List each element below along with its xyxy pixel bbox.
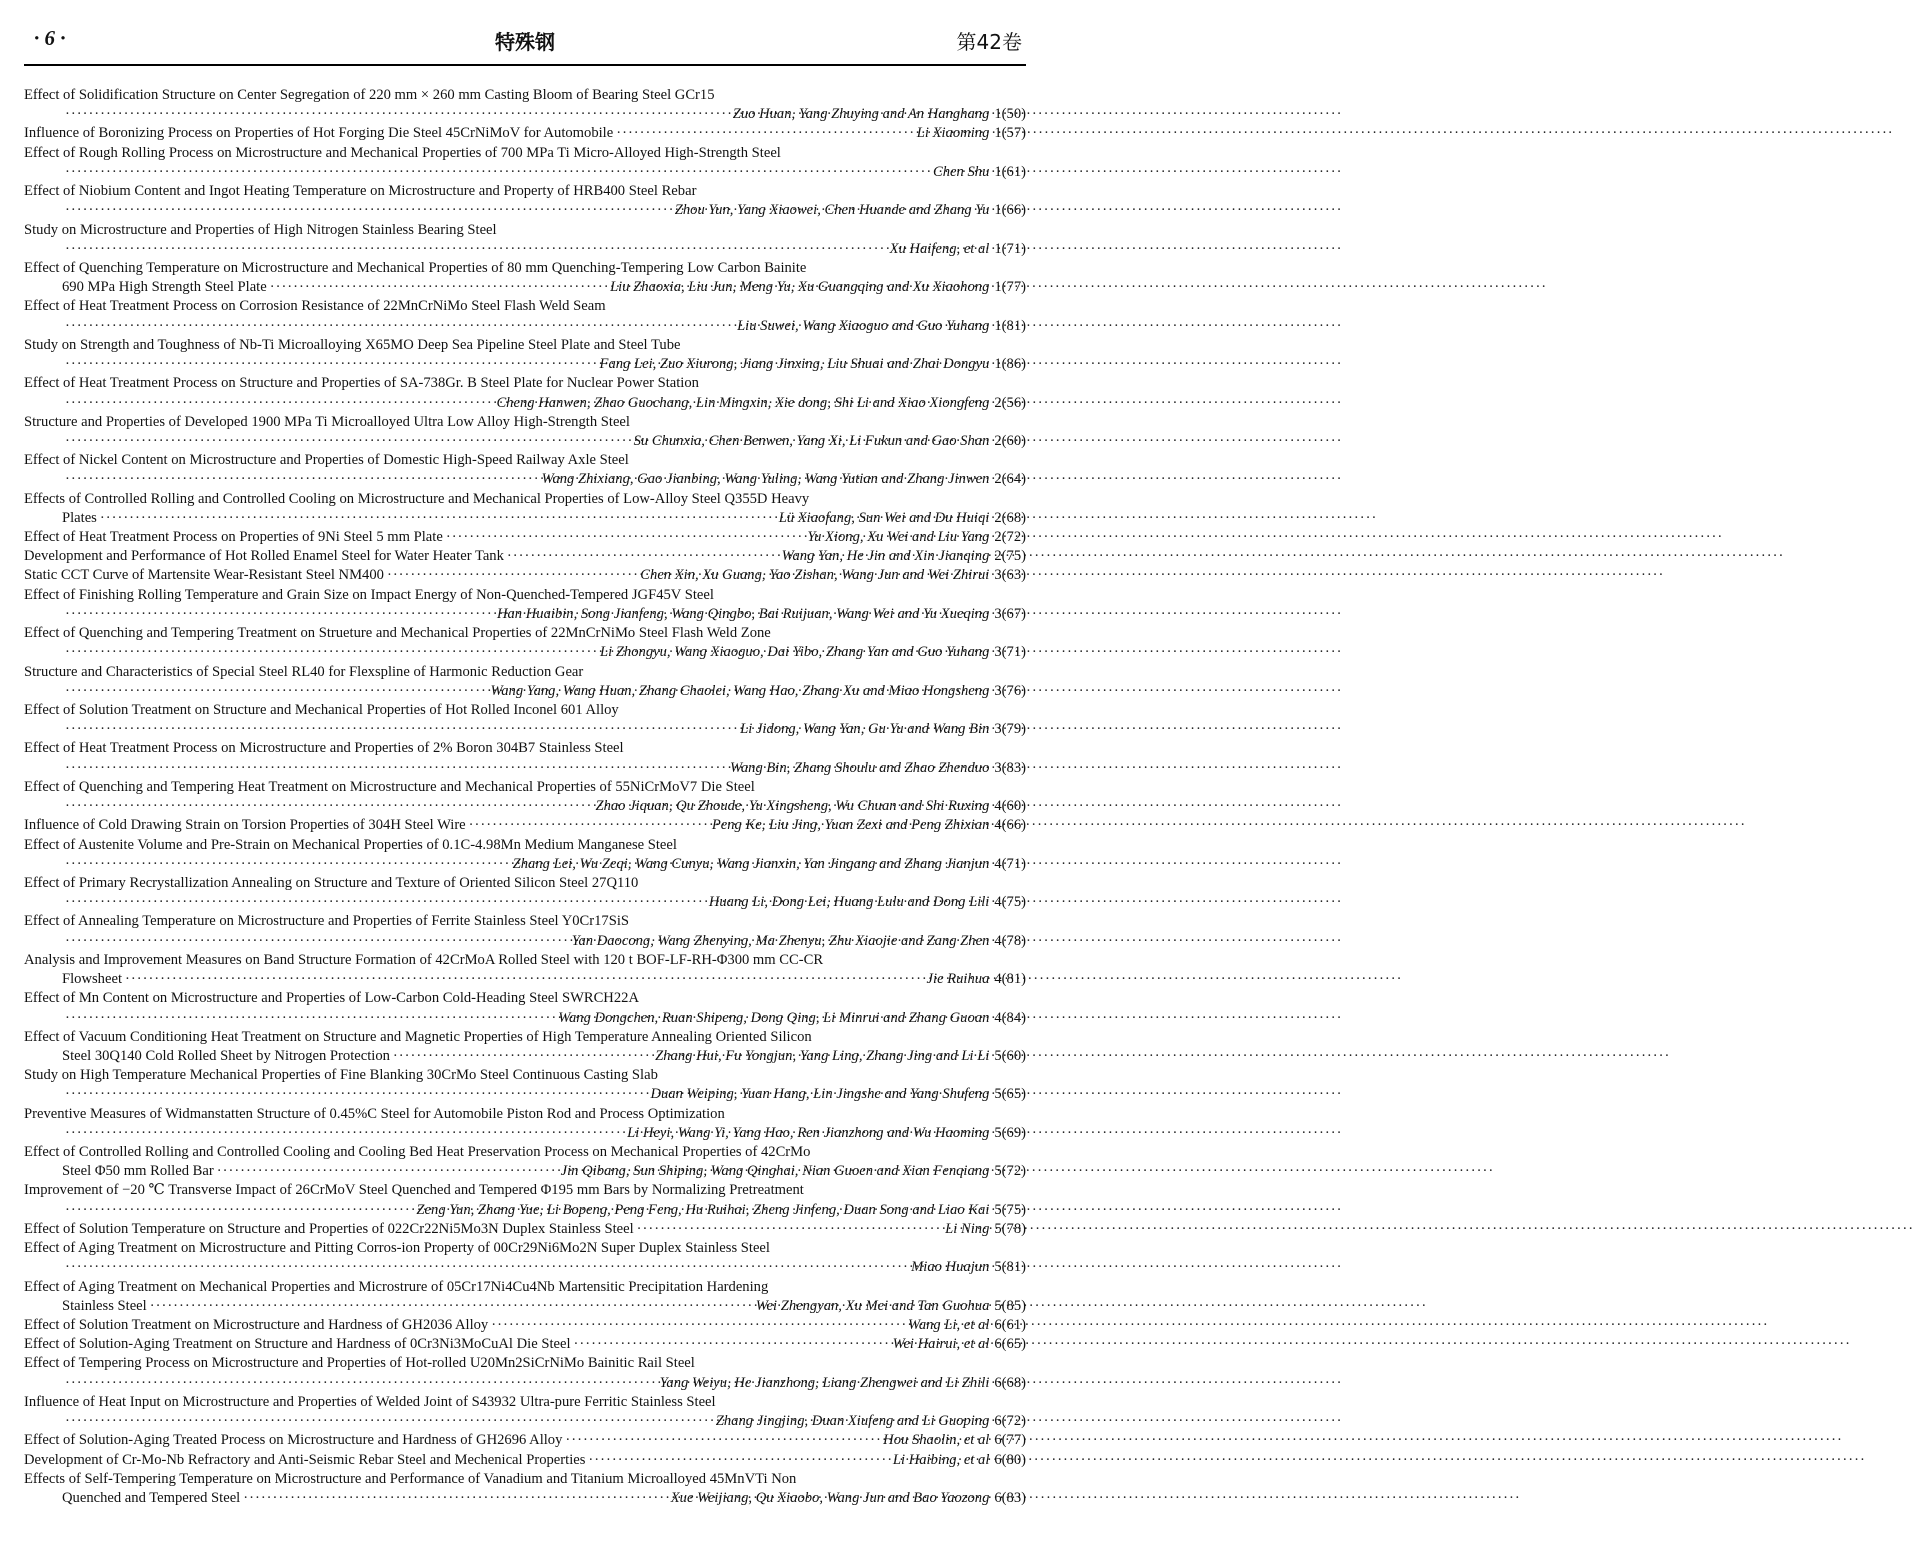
volume-label: 第42卷 — [956, 30, 1022, 54]
entry-issue-page: 4(78) — [994, 932, 1026, 949]
entry-title-lead: Influence of Cold Drawing Strain on Torsion Properties of 304H Steel Wire — [24, 817, 466, 834]
entry-title-line: Effect of Controlled Rolling and Controlled Cooling and Cooling Bed Heat Preservation Process on Mechanical Properties of 42CrMo — [24, 1144, 811, 1161]
entry-authors: Cheng Hanwen, Zhao Guochang, Lin Mingxin, Xie dong, Shi Li and Xiao Xiongfeng — [496, 394, 990, 411]
entry-authors: Zeng Yun, Zhang Yue, Li Bopeng, Peng Feng, Hu Ruihai, Zheng Jinfeng, Duan Song and Liao Kai — [416, 1201, 990, 1218]
entry-title-line: Effect of Mn Content on Microstructure and Properties of Low-Carbon Cold-Heading Steel SWRCH22A — [24, 990, 639, 1007]
entry-title-lead: 690 MPa High Strength Steel Plate — [62, 279, 267, 296]
entry-issue-page: 3(83) — [994, 759, 1026, 776]
entry-title-line: Effect of Austenite Volume and Pre-Strain on Mechanical Properties of 0.1C-4.98Mn Medium Manganese Steel — [24, 836, 677, 853]
toc-entry — [24, 624, 1026, 662]
entry-author-line — [24, 1451, 1026, 1470]
entry-issue-page: 3(79) — [994, 721, 1026, 738]
entry-title-line: Effect of Solution Treatment on Structure and Mechanical Properties of Hot Rolled Inconel 601 Alloy — [24, 702, 619, 718]
entry-issue-page: 2(68) — [994, 509, 1026, 526]
entry-issue-page: 4(81) — [994, 971, 1026, 988]
dot-leader — [65, 355, 597, 374]
entry-author-line — [24, 1047, 1026, 1066]
toc-entry — [24, 816, 1026, 835]
dot-leader — [65, 240, 887, 259]
entry-author-line — [24, 932, 1026, 951]
entry-issue-page: 2(75) — [994, 548, 1026, 565]
entry-issue-page: 1(71) — [994, 240, 1026, 257]
dot-leader — [100, 509, 776, 528]
entry-authors: Wang Zhixiang, Gao Jianbing, Wang Yuling, Wang Yutian and Zhang Jinwen — [541, 471, 990, 488]
toc-entry — [24, 144, 1026, 182]
entry-author-line — [24, 547, 1026, 566]
entry-authors: Wang Yan, He Jin and Xin Jianqing — [781, 548, 990, 565]
entry-title-lead: Effect of Solution Treatment on Microstructure and Hardness of GH2036 Alloy — [24, 1317, 489, 1333]
entry-title-line: Effect of Heat Treatment Process on Structure and Properties of SA-738Gr. B Steel Plate for Nuclear Power Station — [24, 375, 699, 392]
entry-author-line — [24, 970, 1026, 989]
entry-title-line: Effect of Aging Treatment on Mechanical Properties and Microstrure of 05Cr17Ni4Cu4Nb Martensitic Precipitation Hardening — [24, 1278, 769, 1295]
entry-author-line — [24, 1201, 1026, 1220]
toc-entry — [24, 836, 1026, 874]
entry-title-line: Improvement of −20 ℃ Transverse Impact of 26CrMoV Steel Quenched and Tempered Φ195 mm Bars by Normalizing Pretreatment — [24, 1182, 804, 1199]
entry-title-lead: Steel Φ50 mm Rolled Bar — [62, 1163, 214, 1180]
entry-issue-page: 1(81) — [994, 317, 1026, 334]
entry-author-line — [24, 1162, 1026, 1181]
entry-issue-page: 1(57) — [994, 125, 1026, 142]
entry-issue-page: 2(60) — [994, 432, 1026, 449]
toc-entry — [24, 1431, 1026, 1450]
dot-leader — [588, 1451, 889, 1470]
dot-leader — [65, 932, 569, 951]
entry-author-line — [24, 1124, 1026, 1143]
entry-title-line: Effect of Annealing Temperature on Microstructure and Properties of Ferrite Stainless Steel Y0Cr17SiS — [24, 913, 630, 930]
entry-authors: Peng Ke, Liu Jing, Yuan Zexi and Peng Zhixian — [711, 817, 990, 834]
entry-title-lead: Quenched and Tempered Steel — [62, 1489, 241, 1506]
entry-title-line: Effect of Quenching and Tempering Treatment on Strueture and Mechanical Properties of 22MnCrNiMo Steel Flash Weld Zone — [24, 625, 771, 642]
toc-entry — [24, 989, 1026, 1027]
toc-entry — [24, 413, 1026, 451]
entry-issue-page: 5(81) — [994, 1259, 1026, 1276]
entry-issue-page: 5(75) — [994, 1201, 1026, 1218]
entry-authors: Zhang Jingjing, Duan Xiufeng and Li Guoping — [715, 1413, 990, 1430]
entry-issue-page: 5(78) — [994, 1220, 1026, 1237]
entry-title-line: Effect of Quenching Temperature on Microstructure and Mechanical Properties of 80 mm Quenching-Tempering Low Carbon Bainite — [24, 259, 807, 276]
entry-title-line: Structure and Properties of Developed 1900 MPa Ti Microalloyed Ultra Low Alloy High-Strength Steel — [24, 413, 630, 430]
toc-entry — [24, 1278, 1026, 1316]
entry-issue-page: 6(72) — [994, 1413, 1026, 1430]
entry-author-line — [24, 1412, 1026, 1431]
toc-entry — [24, 739, 1026, 777]
toc-entry — [24, 1316, 1026, 1335]
entry-author-line — [24, 317, 1026, 336]
entry-authors: Liu Zhaoxia, Liu Jun, Meng Yu, Xu Guangqing and Xu Xiaohong — [610, 279, 990, 296]
dot-leader — [565, 1431, 880, 1450]
table-of-contents — [24, 86, 1026, 1508]
entry-title-line: Effect of Finishing Rolling Temperature and Grain Size on Impact Energy of Non-Quenched-Tempered JGF45V Steel — [24, 586, 714, 603]
toc-entry — [24, 547, 1026, 566]
entry-title-lead: Flowsheet — [62, 971, 122, 988]
entry-author-line — [24, 643, 1026, 662]
entry-issue-page: 2(72) — [994, 529, 1026, 546]
entry-author-line — [24, 1431, 1026, 1450]
entry-title-lead: Development and Performance of Hot Rolled Enamel Steel for Water Heater Tank — [24, 548, 504, 565]
entry-issue-page: 1(86) — [994, 356, 1026, 373]
dot-leader — [65, 1009, 555, 1028]
journal-title: 特殊钢 — [495, 30, 555, 54]
toc-entry — [24, 451, 1026, 489]
entry-authors: Wang Dongchen, Ruan Shipeng, Dong Qing, Li Minrui and Zhang Guoan — [558, 1009, 990, 1026]
entry-authors: Liu Suwei, Wang Xiaoguo and Guo Yuhang — [737, 317, 990, 334]
toc-entry — [24, 951, 1026, 989]
dot-leader — [65, 470, 539, 489]
entry-author-line — [24, 278, 1026, 297]
entry-title-line: Effect of Primary Recrystallization Annealing on Structure and Texture of Oriented Silicon Steel 27Q110 — [24, 874, 639, 891]
entry-authors: Wang Yang, Wang Huan, Zhang Chaolei, Wang Hao, Zhang Xu and Miao Hongsheng — [490, 682, 990, 699]
entry-issue-page: 3(67) — [994, 605, 1026, 622]
entry-issue-page: 2(64) — [994, 471, 1026, 488]
dot-leader — [65, 759, 727, 778]
header-rule — [24, 64, 1026, 66]
entry-authors: Li Xiaoming — [916, 125, 990, 142]
entry-author-line — [24, 1085, 1026, 1104]
entry-authors: Xue Weijiang, Qu Xiaobo, Wang Jun and Bao Yaozong — [670, 1489, 990, 1506]
toc-entry — [24, 1470, 1026, 1508]
dot-leader — [507, 547, 779, 566]
dot-leader — [65, 432, 631, 451]
entry-authors: Li Ning — [945, 1220, 990, 1237]
dot-leader — [65, 1124, 624, 1143]
dot-leader — [446, 528, 804, 547]
dot-leader — [65, 1258, 908, 1277]
toc-entry — [24, 586, 1026, 624]
entry-authors: Wei Zhengyan, Xu Mei and Tan Guohua — [755, 1297, 990, 1314]
entry-author-line — [24, 682, 1026, 701]
entry-author-line — [24, 816, 1026, 835]
entry-issue-page: 3(63) — [994, 567, 1026, 584]
entry-title-line: Preventive Measures of Widmanstatten Structure of 0.45%C Steel for Automobile Piston Rod and Process Optimization — [24, 1105, 725, 1122]
entry-authors: Yu Xiong, Xu Wei and Liu Yang — [807, 529, 990, 546]
entry-authors: Li Jidong, Wang Yan, Gu Yu and Wang Bin — [740, 721, 990, 738]
entry-title-line: Effect of Rough Rolling Process on Microstructure and Mechanical Properties of 700 MPa Ti Micro-Alloyed High-Strength Steel — [24, 144, 781, 161]
entry-issue-page: 1(77) — [994, 279, 1026, 296]
dot-leader — [65, 682, 487, 701]
toc-entry — [24, 490, 1026, 528]
dot-leader — [387, 566, 637, 585]
dot-leader — [65, 605, 494, 624]
entry-authors: Zhang Hui, Fu Yongjun, Yang Ling, Zhang Jing and Li Li — [655, 1047, 990, 1064]
dot-leader — [393, 1047, 652, 1066]
entry-issue-page: 3(71) — [994, 644, 1026, 661]
entry-issue-page: 5(72) — [994, 1163, 1026, 1180]
toc-entry — [24, 374, 1026, 412]
entry-title-line: Effect of Niobium Content and Ingot Heating Temperature on Microstructure and Property of HRB400 Steel Rebar — [24, 183, 697, 200]
entry-author-line — [24, 605, 1026, 624]
entry-author-line — [24, 163, 1026, 182]
entry-title-line: Study on High Temperature Mechanical Properties of Fine Blanking 30CrMo Steel Continuous Casting Slab — [24, 1067, 658, 1084]
entry-issue-page: 6(68) — [994, 1374, 1026, 1391]
entry-title-line: Effect of Aging Treatment on Microstructure and Pitting Corros-ion Property of 00Cr29Ni6Mo2N Super Duplex Stainless Steel — [24, 1240, 770, 1257]
entry-author-line — [24, 240, 1026, 259]
entry-authors: Wang Li, et al — [908, 1317, 990, 1333]
dot-leader — [65, 394, 493, 413]
entry-authors: Hou Shaolin, et al — [883, 1432, 990, 1449]
entry-title-line: Structure and Characteristics of Special Steel RL40 for Flexspline of Harmonic Reduction Gear — [24, 663, 584, 680]
entry-authors: Huang Li, Dong Lei, Huang Lulu and Dong Lili — [708, 894, 990, 911]
entry-author-line — [24, 355, 1026, 374]
entry-author-line — [24, 124, 1026, 143]
entry-issue-page: 4(84) — [994, 1009, 1026, 1026]
dot-leader — [65, 797, 592, 816]
entry-title-lead: Steel 30Q140 Cold Rolled Sheet by Nitrogen Protection — [62, 1047, 390, 1064]
toc-entry — [24, 1335, 1026, 1354]
entry-title-line: Study on Strength and Toughness of Nb-Ti Microalloying X65MO Deep Sea Pipeline Steel Plate and Steel Tube — [24, 336, 681, 353]
entry-title-lead: Static CCT Curve of Martensite Wear-Resistant Steel NM400 — [24, 567, 384, 584]
dot-leader — [217, 1162, 558, 1181]
entry-authors: Wang Bin, Zhang Shoulu and Zhao Zhenduo — [730, 759, 990, 776]
toc-entry — [24, 1181, 1026, 1219]
entry-issue-page: 4(71) — [994, 855, 1026, 872]
entry-title-lead: Influence of Boronizing Process on Properties of Hot Forging Die Steel 45CrNiMoV for Automobile — [24, 125, 614, 142]
toc-entry — [24, 663, 1026, 701]
entry-author-line — [24, 394, 1026, 413]
entry-authors: Wei Hairui, et al — [892, 1336, 990, 1353]
entry-issue-page: 1(50) — [994, 106, 1026, 123]
toc-entry — [24, 86, 1026, 124]
entry-issue-page: 1(66) — [994, 202, 1026, 219]
entry-issue-page: 6(65) — [994, 1336, 1026, 1353]
dot-leader — [65, 720, 737, 739]
entry-issue-page: 6(61) — [994, 1317, 1026, 1333]
entry-issue-page: 3(76) — [994, 682, 1026, 699]
entry-authors: Zhang Lei, Wu Zeqi, Wang Cunyu, Wang Jianxin, Yan Jingang and Zhang Jianjun — [512, 855, 990, 872]
page-header — [24, 22, 1026, 62]
entry-authors: Miao Huajun — [911, 1259, 990, 1276]
entry-authors: Zhao Jiquan, Qu Zhoude, Yu Xingsheng, Wu Chuan and Shi Ruxing — [595, 798, 990, 815]
entry-authors: Li Heyi, Wang Yi, Yang Hao, Ren Jianzhong and Wu Haoming — [627, 1124, 990, 1141]
entry-authors: Fang Lei, Zuo Xiurong, Jiang Jinxing, Liu Shuai and Zhai Dongyu — [599, 356, 990, 373]
entry-authors: Li Haibing, et al — [892, 1451, 990, 1468]
entry-authors: Lü Xiaofang, Sun Wei and Du Huiqi — [778, 509, 990, 526]
entry-issue-page: 6(80) — [994, 1451, 1026, 1468]
dot-leader — [125, 970, 924, 989]
entry-title-line: Influence of Heat Input on Microstructure and Properties of Welded Joint of S43932 Ultra-pure Ferritic Stainless Steel — [24, 1393, 716, 1410]
entry-title-line: Effect of Tempering Process on Microstructure and Properties of Hot-rolled U20Mn2SiCrNiMo Bainitic Rail Steel — [24, 1355, 695, 1372]
entry-title-line: Effect of Quenching and Tempering Heat Treatment on Microstructure and Mechanical Properties of 55NiCrMoV7 Die Steel — [24, 778, 755, 795]
entry-authors: Zuo Huan, Yang Zhuying and An Hanghang — [732, 106, 990, 123]
entry-author-line — [24, 1335, 1026, 1354]
toc-entry — [24, 528, 1026, 547]
entry-author-line — [24, 566, 1026, 585]
entry-issue-page: 5(60) — [994, 1047, 1026, 1064]
entry-author-line — [24, 893, 1026, 912]
dot-leader — [65, 201, 672, 220]
entry-authors: Xu Haifeng, et al — [889, 240, 990, 257]
entry-author-line — [24, 1374, 1026, 1393]
entry-author-line — [24, 432, 1026, 451]
entry-title-line: Effects of Controlled Rolling and Controlled Cooling on Microstructure and Mechanical Properties of Low-Alloy Steel Q355D Heavy — [24, 490, 810, 507]
dot-leader — [574, 1335, 890, 1354]
toc-entry — [24, 1451, 1026, 1470]
entry-issue-page: 2(56) — [994, 394, 1026, 411]
toc-entry — [24, 1028, 1026, 1066]
entry-issue-page: 4(60) — [994, 798, 1026, 815]
entry-title-lead: Effect of Solution Temperature on Structure and Properties of 022Cr22Ni5Mo3N Duplex Stainless Steel — [24, 1220, 634, 1237]
dot-leader — [65, 1085, 647, 1104]
entry-authors: Jin Qibang, Sun Shiping, Wang Qinghai, Nian Guoen and Xian Fenqiang — [560, 1163, 990, 1180]
dot-leader — [65, 1201, 413, 1220]
entry-author-line — [24, 1316, 1026, 1335]
entry-authors: Han Huaibin, Song Jianfeng, Wang Qingbo, Bai Ruijuan, Wang Wei and Yu Xueqing — [496, 605, 990, 622]
dot-leader — [65, 893, 706, 912]
entry-authors: Su Chunxia, Chen Benwen, Yang Xi, Li Fukun and Gao Shan — [633, 432, 990, 449]
entry-author-line — [24, 105, 1026, 124]
entry-title-line: Analysis and Improvement Measures on Band Structure Formation of 42CrMoA Rolled Steel with 120 t BOF-LF-RH-Φ300 mm CC-CR — [24, 951, 824, 968]
entry-title-line: Study on Microstructure and Properties of High Nitrogen Stainless Bearing Steel — [24, 221, 497, 238]
toc-entry — [24, 1143, 1026, 1181]
entry-authors: Chen Shu — [933, 163, 990, 180]
entry-title-lead: Effect of Solution-Aging Treated Process on Microstructure and Hardness of GH2696 Alloy — [24, 1432, 563, 1449]
entry-title-line: Effect of Heat Treatment Process on Microstructure and Properties of 2% Boron 304B7 Stainless Steel — [24, 740, 624, 757]
toc-entry — [24, 912, 1026, 950]
toc-entry — [24, 221, 1026, 259]
dot-leader — [65, 1412, 713, 1431]
entry-author-line — [24, 470, 1026, 489]
entry-issue-page: 5(69) — [994, 1124, 1026, 1141]
dot-leader — [616, 124, 914, 143]
entry-author-line — [24, 1009, 1026, 1028]
entry-issue-page: 5(85) — [994, 1297, 1026, 1314]
entry-authors: Yang Weiyu, He Jianzhong, Liang Zhengwei and Li Zhili — [659, 1374, 990, 1391]
dot-leader — [150, 1297, 753, 1316]
toc-entry — [24, 336, 1026, 374]
toc-entry — [24, 874, 1026, 912]
entry-issue-page: 4(66) — [994, 817, 1026, 834]
toc-entry — [24, 701, 1026, 739]
entry-title-lead: Effect of Heat Treatment Process on Properties of 9Ni Steel 5 mm Plate — [24, 529, 443, 546]
toc-entry — [24, 1239, 1026, 1277]
toc-entry — [24, 259, 1026, 297]
entry-title-lead: Plates — [62, 509, 97, 526]
toc-entry — [24, 566, 1026, 585]
entry-author-line — [24, 797, 1026, 816]
entry-title-line: Effects of Self-Tempering Temperature on Microstructure and Performance of Vanadium and Titanium Microalloyed 45MnVTi Non — [24, 1470, 797, 1487]
entry-title-lead: Development of Cr-Mo-Nb Refractory and Anti-Seismic Rebar Steel and Mechenical Properties — [24, 1451, 586, 1468]
dot-leader — [491, 1316, 905, 1335]
toc-entry — [24, 778, 1026, 816]
entry-authors: Jie Ruihua — [926, 971, 990, 988]
toc-entry — [24, 124, 1026, 143]
entry-issue-page: 6(77) — [994, 1432, 1026, 1449]
toc-entry — [24, 1354, 1026, 1392]
dot-leader — [65, 1374, 657, 1393]
entry-title-line: Effect of Vacuum Conditioning Heat Treatment on Structure and Magnetic Properties of High Temperature Annealing Oriented Silicon — [24, 1028, 812, 1045]
page-number: · 6 · — [34, 26, 66, 50]
entry-author-line — [24, 759, 1026, 778]
entry-author-line — [24, 509, 1026, 528]
dot-leader — [65, 643, 597, 662]
dot-leader — [469, 816, 709, 835]
entry-issue-page: 6(83) — [994, 1489, 1026, 1506]
entry-author-line — [24, 201, 1026, 220]
entry-author-line — [24, 720, 1026, 739]
entry-authors: Zhou Yun, Yang Xiaowei, Chen Huande and Zhang Yu — [674, 202, 990, 219]
entry-author-line — [24, 1297, 1026, 1316]
toc-entry — [24, 1066, 1026, 1104]
entry-author-line — [24, 1220, 1026, 1239]
entry-authors: Chen Xin, Xu Guang, Yao Zishan, Wang Jun and Wei Zhirui — [640, 567, 990, 584]
toc-entry — [24, 1105, 1026, 1143]
toc-entry — [24, 297, 1026, 335]
dot-leader — [243, 1489, 668, 1508]
entry-issue-page: 1(61) — [994, 163, 1026, 180]
entry-issue-page: 5(65) — [994, 1086, 1026, 1103]
entry-author-line — [24, 855, 1026, 874]
toc-entry — [24, 182, 1026, 220]
dot-leader — [637, 1220, 943, 1239]
entry-issue-page: 4(75) — [994, 894, 1026, 911]
entry-authors: Li Zhongyu, Wang Xiaoguo, Dai Yibo, Zhang Yan and Guo Yuhang — [600, 644, 990, 661]
entry-title-lead: Effect of Solution-Aging Treatment on Structure and Hardness of 0Cr3Ni3MoCuAl Die Steel — [24, 1336, 571, 1353]
entry-title-lead: Stainless Steel — [62, 1297, 147, 1314]
entry-author-line — [24, 1489, 1026, 1508]
toc-entry — [24, 1393, 1026, 1431]
dot-leader — [65, 317, 734, 336]
dot-leader — [65, 855, 510, 874]
entry-author-line — [24, 528, 1026, 547]
dot-leader — [65, 105, 730, 124]
entry-authors: Duan Weiping, Yuan Hang, Lin Jingshe and Yang Shufeng — [650, 1086, 990, 1103]
dot-leader — [270, 278, 607, 297]
entry-title-line: Effect of Heat Treatment Process on Corrosion Resistance of 22MnCrNiMo Steel Flash Weld Seam — [24, 298, 606, 315]
entry-title-line: Effect of Solidification Structure on Center Segregation of 220 mm × 260 mm Casting Bloom of Bearing Steel GCr15 — [24, 87, 715, 103]
entry-title-line: Effect of Nickel Content on Microstructure and Properties of Domestic High-Speed Railway Axle Steel — [24, 452, 629, 469]
toc-entry — [24, 1220, 1026, 1239]
entry-author-line — [24, 1258, 1026, 1277]
dot-leader — [65, 163, 930, 182]
entry-authors: Yan Daocong, Wang Zhenying, Ma Zhenyu, Zhu Xiaojie and Zang Zhen — [571, 932, 990, 949]
